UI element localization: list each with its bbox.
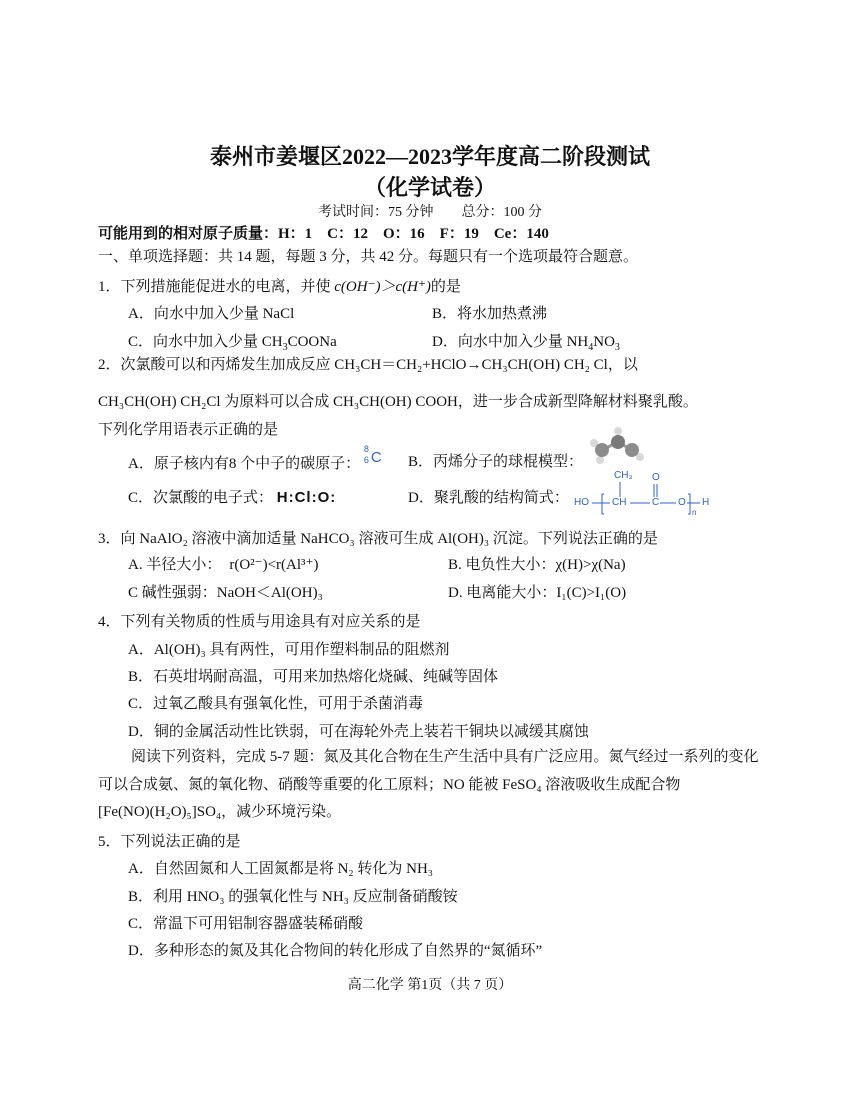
struct-ho: HO <box>574 497 589 508</box>
q3-option-d <box>448 581 626 602</box>
q1-option-c-sub: 3 <box>282 342 288 353</box>
section-heading: 一、单项选择题：共 14 题，每题 3 分，共 42 分。每题只有一个选项最符合题意。 <box>98 249 639 265</box>
page-footer: 高二化学 第1页（共 7 页） <box>347 978 513 993</box>
struct-ch: CH <box>612 497 627 508</box>
q3-option-c: C 碱性强弱：NaOH＜Al(OH)₃ <box>128 585 323 601</box>
q2-option-c <box>128 486 336 507</box>
q3-option-a-expr: r(O²⁻)<r(Al³⁺) <box>229 557 319 573</box>
struct-c: C <box>652 497 660 508</box>
q1-stem-formula: c(OH⁻)＞c(H⁺) <box>334 279 431 295</box>
q3-option-a <box>128 553 318 574</box>
q4-option-d: D．铜的金属活动性比铁弱，可在海轮外壳上装若干铜块以减缓其腐蚀 <box>128 724 589 740</box>
q2-option-b: B．丙烯分子的球棍模型： <box>408 454 584 470</box>
isotope-element: C <box>370 449 382 466</box>
q3-option-d-expr: I₁(C)>I₁(O) <box>556 585 627 601</box>
q5-option-d: D．多种形态的氮及其化合物间的转化形成了自然界的“氮循环” <box>128 943 543 959</box>
q2-stem-line2: CH₃CH(OH) CH₂Cl 为原料可以合成 CH₃CH(OH) COOH，进一步合成新型降解材料聚乳酸。 <box>98 394 698 410</box>
q5-option-c: C．常温下可用铝制容器盛装稀硝酸 <box>128 916 364 932</box>
q3-option-a-text: A. 半径大小： <box>128 557 222 573</box>
q1-stem-part-a: 1．下列措施能促进水的电离，并使 <box>98 279 335 295</box>
struct-ch3: CH₃ <box>614 470 633 481</box>
q1-option-c <box>128 330 337 351</box>
propene-ball-stick-model <box>588 426 646 466</box>
q1-option-d <box>432 330 620 351</box>
q1-option-d-sub2: 3 <box>614 342 620 353</box>
page-subtitle: （化学试卷） <box>363 175 496 200</box>
reading-line-2: 可以合成氨、氮的氧化物、硝酸等重要的化工原料；NO 能被 FeSO₄ 溶液吸收生成配合物 <box>98 777 681 793</box>
q1-option-d-a: D．向水中加入少量 NH <box>432 334 589 350</box>
reading-line-3: [Fe(NO)(H₂O)₅]SO₄，减少环境污染。 <box>98 804 342 820</box>
hypochlorous-acid-lewis-structure: H:Cl:O: <box>276 489 337 506</box>
struct-n: n <box>692 508 697 517</box>
isotope-mass: 8 <box>363 444 369 454</box>
q1-option-d-sub1: 4 <box>588 342 594 353</box>
q2-option-c-text: C．次氯酸的电子式： <box>128 490 274 506</box>
q4-option-b: B．石英坩埚耐高温，可用来加热熔化烧碱、纯碱等固体 <box>128 669 499 685</box>
q2-stem-line1: 2．次氯酸可以和丙烯发生加成反应 CH₃CH＝CH₂+HClO→CH₃CH(OH) CH₂ Cl，以 <box>98 357 638 373</box>
q2-option-d: D．聚乳酸的结构简式： <box>408 490 569 506</box>
q1-option-d-b: NO <box>593 334 615 350</box>
q2-option-a-text: A．原子核内有8 个中子的碳原子： <box>128 456 361 472</box>
q2-stem-line3: 下列化学用语表示正确的是 <box>98 422 279 438</box>
q4-option-a: A．Al(OH)₃ 具有两性，可用作塑料制品的阻燃剂 <box>128 642 450 658</box>
q1-option-c-a: C．向水中加入少量 CH <box>128 334 283 350</box>
q1-stem-part-c: 的是 <box>430 279 461 295</box>
struct-o: O <box>678 497 686 508</box>
struct-bonds <box>574 470 714 518</box>
q1-option-c-b: COONa <box>287 334 337 350</box>
q4-option-c: C．过氧乙酸具有强氧化性，可用于杀菌消毒 <box>128 696 424 712</box>
q1-option-b: B．将水加热煮沸 <box>432 306 548 322</box>
polylactic-acid-structure <box>574 470 714 518</box>
q2-option-a <box>128 444 386 473</box>
atomic-masses: 可能用到的相对原子质量：H：1 C：12 O：16 F：19 Ce：140 <box>98 226 549 242</box>
struct-carbonyl-o: O <box>652 472 660 483</box>
q5-stem: 5．下列说法正确的是 <box>98 834 241 850</box>
q5-option-a: A．自然固氮和人工固氮都是将 N₂ 转化为 NH₃ <box>128 861 434 877</box>
q1-option-a: A．向水中加入少量 NaCl <box>128 306 295 322</box>
page-title: 泰州市姜堰区2022—2023学年度高二阶段测试 <box>209 144 650 169</box>
question-1-stem <box>98 275 461 296</box>
reading-line-1: 阅读下列资料，完成 5-7 题：氮及其化合物在生产生活中具有广泛应用。氮气经过一系列的变化 <box>131 749 759 765</box>
struct-h: H <box>702 497 710 508</box>
isotope-atomic-number: 6 <box>363 455 369 465</box>
exam-info: 考试时间：75 分钟 总分：100 分 <box>318 205 542 220</box>
q3-stem: 3．向 NaAlO₂ 溶液中滴加适量 NaHCO₃ 溶液可生成 Al(OH)₃ 沉淀。下列说法正确的是 <box>98 531 658 547</box>
q3-option-d-text: D. 电离能大小： <box>448 585 557 601</box>
carbon-isotope-symbol <box>363 444 386 468</box>
q4-stem: 4．下列有关物质的性质与用途具有对应关系的是 <box>98 614 421 630</box>
q3-option-b: B. 电负性大小：χ(H)>χ(Na) <box>448 557 626 573</box>
q5-option-b: B．利用 HNO₃ 的强氧化性与 NH₃ 反应制备硝酸铵 <box>128 889 458 905</box>
